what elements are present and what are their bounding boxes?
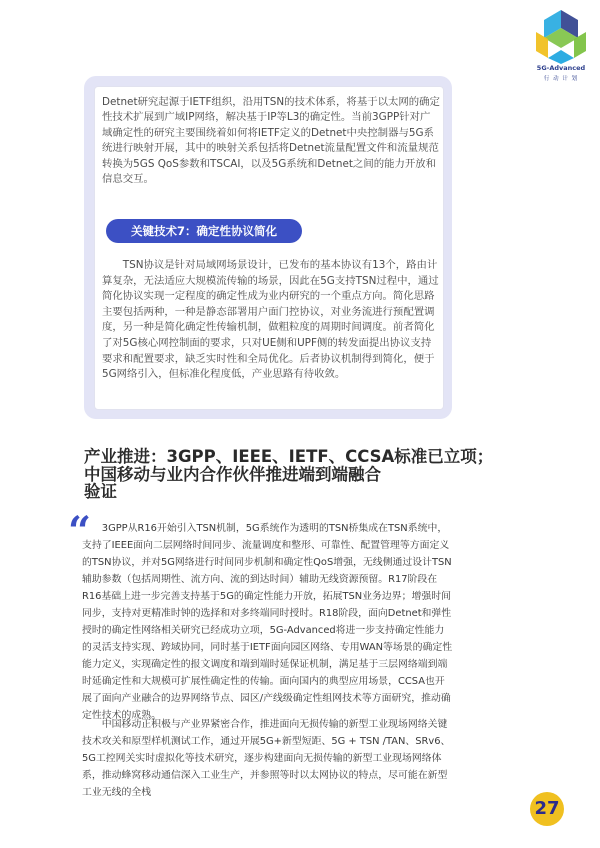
body-paragraph-3gpp: 3GPP从R16开始引入TSN机制，5G系统作为透明的TSN桥集成在TSN系统中，支持了IEEE面向二层网络时间同步、流量调度和整形、可靠性、配置管理等方面定义的TSN协议，并对5G网络进行时间同步机制和确定性QoS增强，无线侧通过设计TSN辅助参数（包括周期性、流方向、流的到达时间）辅助无线资源预留。R17阶段在R16基础上进一步完善支持基于5G的确定性能力开放，拓展TSN业务边界；增强时间同步，支持对更精准时钟的选择和对多终端同时授时。R18阶段，面向Detnet和弹性授时的确定性网络相关研究已经成功立项，5G-Advanced将进一步支持确定性能力的灵活支持实现、跨域协同，同时基于IETF面向园区网络、专用WAN等场景的确定性能力定义，实现确定性的报文调度和端到端时延保证机制，满足基于三层网络端到端时延确定性和大规模可扩展性确定性的传输。面向国内的典型应用场景，CCSA也开展了面向产业融合的边界网络节点、园区/产线级确定性组网技术等方面研究，推动确定性技术的成熟。 <box>82 523 453 721</box>
logo-icon <box>526 6 596 64</box>
sidebox-paragraph-tsn: TSN协议是针对局域网场景设计，已发布的基本协议有13个，路由计算复杂，无法适应大规模流传输的场景，因此在5G支持TSN过程中，通过简化协议实现一定程度的确定性成为业内研究的一个重点方向。简化思路主要包括两种，一种是静态部署用户面门控协议，对业务流进行预配置调度，另一种是简化确定性传输机制，做粗粒度的周期时间调度。前者简化了对5G核心网控制面的要求，只对UE侧和UPF侧的转发面提出协议支持要求和配置要求，缺乏实时性和全局优化。后者协议机制得到简化，便于5G网络引入，但标准化程度低，产业思路有待收敛。 <box>102 259 439 381</box>
quote-mark-icon: “ <box>68 508 92 555</box>
heading-line-3: 验证 <box>84 482 117 501</box>
logo <box>526 6 596 86</box>
heading-line-2: 中国移动与业内合作伙伴推进端到端融合 <box>84 464 381 484</box>
logo-brand: 5G-Advanced <box>536 64 586 72</box>
page-number: 27 <box>530 792 564 826</box>
body-paragraph-cmcc: 中国移动正积极与产业界紧密合作，推进面向无损传输的新型工业现场网络关键技术攻关和原型样机测试工作，通过开展5G+新型短距、5G + TSN /TAN、SRv6、5G工控网关实时虚拟化等技术研究，逐步构建面向无损传输的新型工业现场网络体系，推动蜂窝移动通信深入工业生产，并参照等时以太网协议的特点，尽可能在新型工业无线的全栈 <box>82 719 451 798</box>
logo-subtitle: 行 动 计 划 <box>543 76 579 82</box>
sidebox-paragraph-detnet: Detnet研究起源于IETF组织，沿用TSN的技术体系，将基于以太网的确定性技术扩展到广域IP网络，解决基于IP等L3的确定性。当前3GPP针对广域确定性的研究主要围绕着如何将IETF定义的Detnet中央控制器与5G系统进行映射开展，其中的映射关系包括将Detnet流量配置文件和流量规范转换为5GS QoS参数和TSCAI，以及5G系统和Detnet之间的能力开放和信息交互。 <box>102 96 440 186</box>
tech-label-badge: 关键技术7：确定性协议简化 <box>106 219 302 243</box>
section-heading <box>84 447 494 501</box>
heading-line-1: 产业推进：3GPP、IEEE、IETF、CCSA标准已立项； <box>84 447 494 466</box>
